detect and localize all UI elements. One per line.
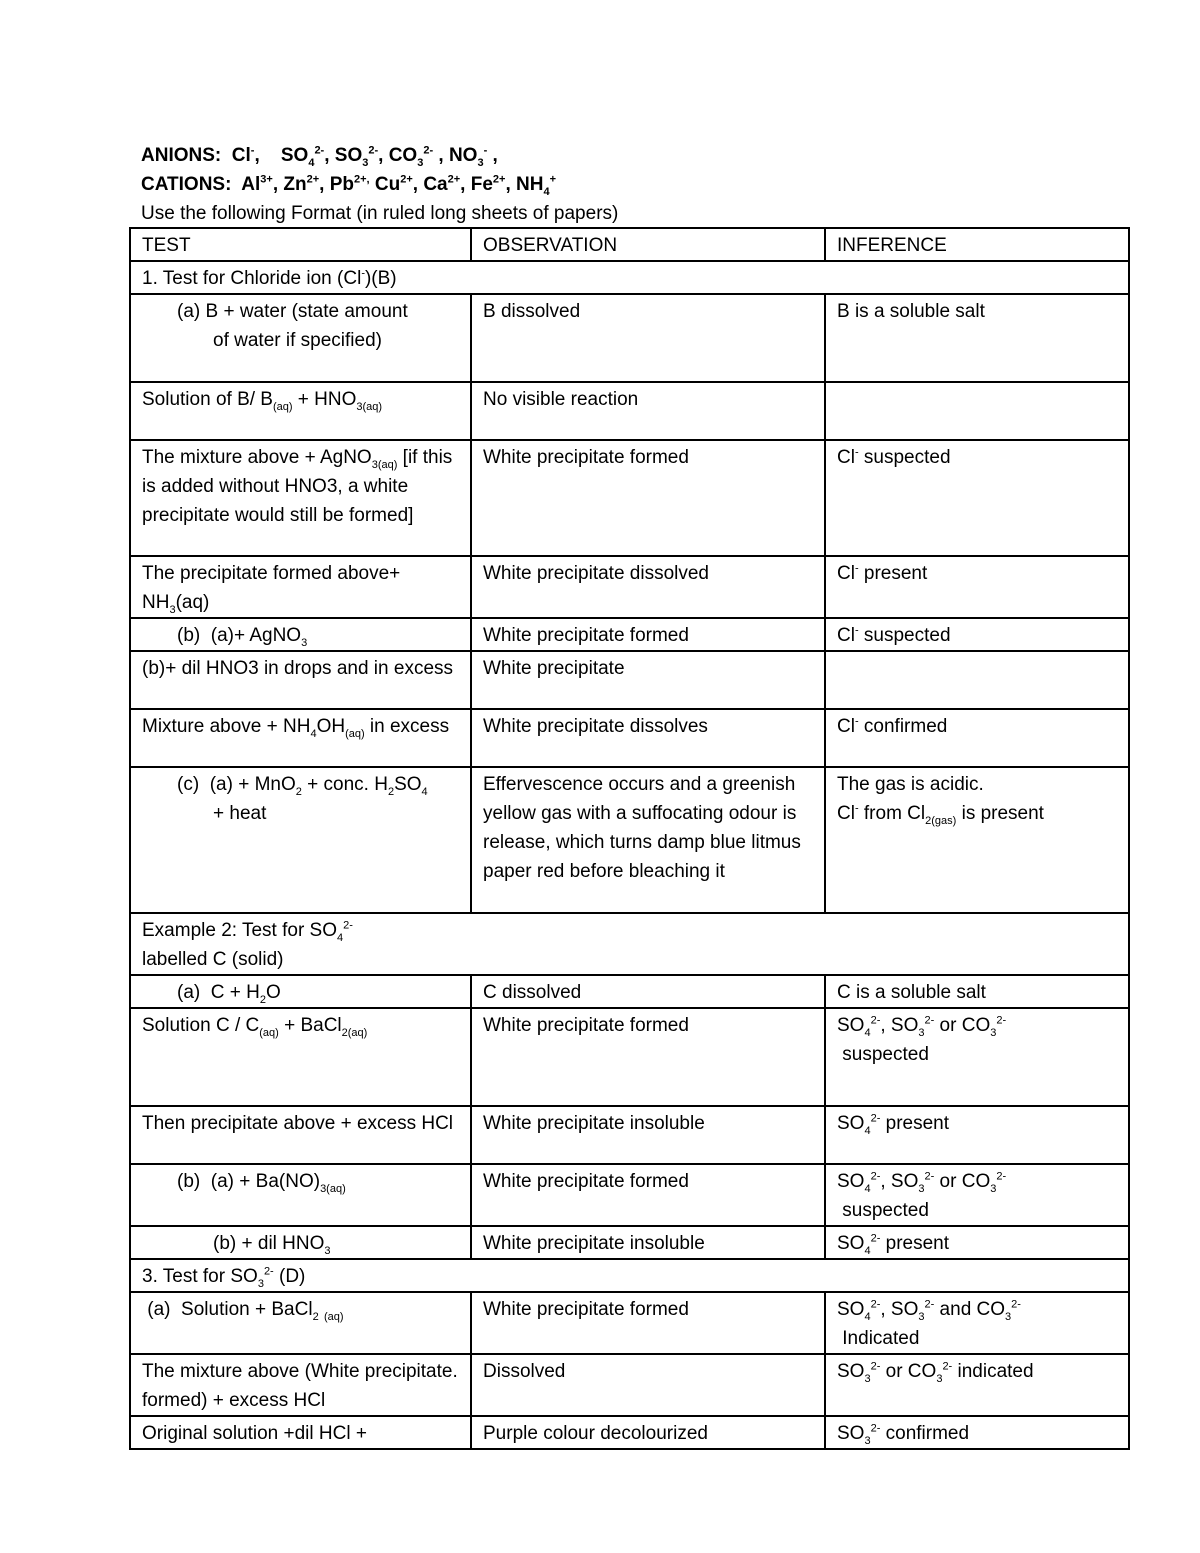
observation-cell: White precipitate xyxy=(471,651,825,709)
inference-cell: $SO_4^{2-}$ present xyxy=(825,1106,1129,1164)
test-cell: Mixture above + $NH_4OH_{(aq)}$ in excess xyxy=(130,709,471,767)
inference-cell xyxy=(825,382,1129,440)
section-title: Example 2: Test for $SO_4^{2-}$ labelled C (solid) xyxy=(130,913,1129,975)
test-cell: (a) B + water (state amount of water if specified) xyxy=(130,294,471,382)
inference-cell: The gas is acidic. Cl- from $Cl_{2(gas)}$ is present xyxy=(825,767,1129,913)
table-row xyxy=(130,651,1129,709)
inference-cell: $SO_4^{2-}$, $SO_3^{2-}$ and $CO_3^{2-}$ Indicated xyxy=(825,1292,1129,1354)
inference-cell: Cl- suspected xyxy=(825,618,1129,651)
test-cell: (b) (a)+ AgNO$_3$ xyxy=(130,618,471,651)
table-header-row xyxy=(130,228,1129,261)
inference-cell xyxy=(825,651,1129,709)
observation-cell: White precipitate insoluble xyxy=(471,1226,825,1259)
section-chloride xyxy=(130,261,1129,294)
inference-cell: $SO_4^{2-}$, $SO_3^{2-}$ or $CO_3^{2-}$ suspected xyxy=(825,1164,1129,1226)
test-cell: (b)+ dil HNO3 in drops and in excess xyxy=(130,651,471,709)
observation-cell: Effervescence occurs and a greenish yellow gas with a suffocating odour is release, which turns damp blue litmus paper red before bleaching it xyxy=(471,767,825,913)
inference-cell: Cl- present xyxy=(825,556,1129,618)
header-test: TEST xyxy=(130,228,471,261)
section-title: 1. Test for Chloride ion (Cl-)(B) xyxy=(130,261,1129,294)
section-title: 3. Test for $SO_3^{2-}$ (D) xyxy=(130,1259,1129,1292)
format-note: Use the following Format (in ruled long sheets of papers) xyxy=(141,203,619,224)
inference-cell: $SO_3^{2-}$ confirmed xyxy=(825,1416,1129,1449)
observation-cell: Purple colour decolourized xyxy=(471,1416,825,1449)
tests-table xyxy=(129,227,1130,1450)
observation-cell: White precipitate dissolves xyxy=(471,709,825,767)
table-row xyxy=(130,294,1129,382)
table-row xyxy=(130,1292,1129,1354)
section-sulfate xyxy=(130,913,1129,975)
test-cell: Solution of B/ $B_{(aq)} + HNO_{3(aq)}$ xyxy=(130,382,471,440)
observation-cell: White precipitate formed xyxy=(471,1292,825,1354)
cations-line: CATIONS: $Al^{3+}$, $Zn^{2+}$, $Pb^{2+,}$ $Cu^{2+}$, $Ca^{2+}$, $Fe^{2+}$, $NH_4^+$ xyxy=(141,173,557,198)
table-row xyxy=(130,618,1129,651)
anions-line: ANIONS: Cl-, $SO_4^{2-}$, $SO_3^{2-}$, $CO_3^{2-}$ , $NO_3^-$ , xyxy=(141,144,498,169)
table-row xyxy=(130,556,1129,618)
observation-cell: White precipitate formed xyxy=(471,440,825,556)
table-row xyxy=(130,709,1129,767)
test-cell: (c) (a) + MnO$_2$ + conc. $H_2SO_4$ + heat xyxy=(130,767,471,913)
table-row xyxy=(130,1226,1129,1259)
test-cell: The precipitate formed above+ $NH_3(aq)$ xyxy=(130,556,471,618)
inference-cell: Cl- confirmed xyxy=(825,709,1129,767)
observation-cell: Dissolved xyxy=(471,1354,825,1416)
test-cell: (a) $C + H_2O$ xyxy=(130,975,471,1008)
observation-cell: White precipitate formed xyxy=(471,1008,825,1106)
observation-cell: White precipitate formed xyxy=(471,1164,825,1226)
inference-cell: $SO_4^{2-}$ present xyxy=(825,1226,1129,1259)
table-row xyxy=(130,1416,1129,1449)
test-cell: (b) + dil $HNO_3$ xyxy=(130,1226,471,1259)
observation-cell: C dissolved xyxy=(471,975,825,1008)
observation-cell: White precipitate formed xyxy=(471,618,825,651)
section-sulfite xyxy=(130,1259,1129,1292)
inference-cell: C is a soluble salt xyxy=(825,975,1129,1008)
header-inference: INFERENCE xyxy=(825,228,1129,261)
table-row xyxy=(130,382,1129,440)
inference-cell: $SO_3^{2-}$ or $CO_3^{2-}$ indicated xyxy=(825,1354,1129,1416)
test-cell: Then precipitate above + excess HCl xyxy=(130,1106,471,1164)
test-cell: Solution C / $C_{(aq)}$ + BaCl$_{2(aq)}$ xyxy=(130,1008,471,1106)
table-row xyxy=(130,1164,1129,1226)
inference-cell: $SO_4^{2-}$, $SO_3^{2-}$ or $CO_3^{2-}$ suspected xyxy=(825,1008,1129,1106)
test-cell: Original solution +dil HCl + xyxy=(130,1416,471,1449)
table-row xyxy=(130,767,1129,913)
header-observation: OBSERVATION xyxy=(471,228,825,261)
table-row xyxy=(130,1008,1129,1106)
observation-cell: No visible reaction xyxy=(471,382,825,440)
test-cell: (a) Solution + BaCl$_2$ $_{(aq)}$ xyxy=(130,1292,471,1354)
table-row xyxy=(130,975,1129,1008)
test-cell: (b) $(a) + Ba(NO)_{3(aq)}$ xyxy=(130,1164,471,1226)
inference-cell: B is a soluble salt xyxy=(825,294,1129,382)
table-row xyxy=(130,440,1129,556)
table-row xyxy=(130,1354,1129,1416)
observation-cell: B dissolved xyxy=(471,294,825,382)
test-cell: The mixture above (White precipitate. formed) + excess HCl xyxy=(130,1354,471,1416)
observation-cell: White precipitate dissolved xyxy=(471,556,825,618)
inference-cell: Cl- suspected xyxy=(825,440,1129,556)
table-row xyxy=(130,1106,1129,1164)
test-cell: The mixture above + AgNO$_{3(aq)}$ [if this is added without HNO3, a white precipitate would still be formed] xyxy=(130,440,471,556)
observation-cell: White precipitate insoluble xyxy=(471,1106,825,1164)
